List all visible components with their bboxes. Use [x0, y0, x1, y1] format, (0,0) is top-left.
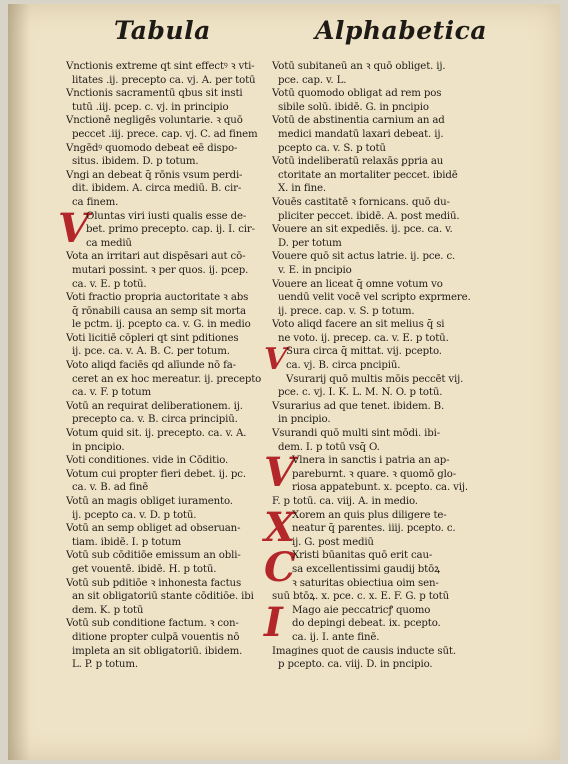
entry-line: Votū subitaneū an ꝛ quō obliget. ij.: [272, 61, 446, 72]
page-heading-right: Alphabetica: [315, 16, 488, 45]
entry-line: pliciter peccet. ibidē. A. post mediū.: [278, 210, 460, 222]
entry-line: ij. pce. ca. v. A. B. C. per totum.: [72, 346, 230, 358]
entry-line: situs. ibidem. D. p totum.: [72, 156, 199, 168]
entry-line: Vnctionis extreme qt sint effectꝰ ꝛ vti-: [66, 61, 255, 72]
index-entry: [272, 250, 508, 277]
entry-line: Vngi an debeat q̄ rōnis vsum perdi-: [66, 169, 243, 181]
entry-line: Votū an requirat deliberationem. ij.: [66, 400, 243, 412]
index-entry: [66, 60, 302, 87]
entry-line: Vsurarius ad que tenet. ibidem. B.: [272, 400, 445, 412]
page-heading-left: Tabula: [114, 16, 211, 45]
entry-line: le pctm. ij. pcepto ca. v. G. in medio: [72, 319, 251, 331]
index-entry: [58, 204, 302, 252]
entry-line: Votum quid sit. ij. precepto. ca. v. A.: [66, 428, 247, 440]
entry-line: Votū an magis obliget iuramento.: [66, 496, 233, 507]
entry-line: pareburnt. ꝛ quare. ꝛ quomō glo-: [292, 468, 457, 480]
entry-line: suū btōꝝ. x. pce. c. x. E. F. G. p totū: [272, 591, 449, 603]
entry-line: pce. c. vj. I. K. L. M. N. O. p totū.: [278, 387, 443, 399]
entry-line: Vngēdꝰ quomodo debeat eē dispo-: [66, 142, 238, 154]
book-page: [8, 4, 560, 760]
entry-line: Sura circa q̄ mittat. vij. pcepto.: [286, 346, 442, 358]
entry-line: mutari possint. ꝛ per quos. ij. pcep.: [72, 264, 249, 276]
rubricated-initial: V: [58, 204, 89, 252]
index-entry: [272, 114, 508, 155]
index-entry: [264, 598, 508, 646]
entry-line: Vouere an liceat q̄ omne votum vo: [272, 278, 443, 290]
entry-line: Votū quomodo obligat ad rem pos: [272, 88, 442, 100]
entry-line: ca mediū: [86, 237, 132, 249]
entry-line: p pcepto. ca. viij. D. in pncipio.: [278, 659, 433, 671]
entry-line: F. p totū. ca. viij. A. in medio.: [272, 496, 418, 507]
entry-line: Votū indeliberatū relaxās ꝑpria au: [272, 156, 444, 168]
entry-line: dit. ibidem. A. circa mediū. B. cir-: [72, 183, 242, 195]
index-entry: [264, 544, 508, 603]
index-entry: [264, 503, 508, 551]
entry-line: ca. v. B. ad finē: [72, 482, 149, 494]
entry-line: Vouēs castitatē ꝛ fornicans. quō du-: [272, 196, 450, 208]
entry-line: Vnctionis sacramentū qbus sit insti: [66, 88, 243, 100]
rubricated-initial: V: [264, 449, 295, 497]
entry-line: litates .ij. precepto ca. vj. A. per totū: [72, 74, 256, 86]
index-entry: [272, 155, 508, 196]
entry-line: precepto ca. v. B. circa principiū.: [72, 414, 238, 426]
entry-line: in pncipio.: [72, 441, 125, 453]
entry-line: neatur q̄ parentes. iiij. pcepto. c.: [292, 523, 456, 535]
entry-line: Voto aliqd faciēs qd alīunde nō fa-: [66, 360, 236, 372]
entry-line: ceret an ex hoc mereatur. ij. precepto: [72, 373, 262, 385]
entry-line: Mago aie peccatricꝭ quomo: [292, 604, 431, 616]
right-column: [264, 60, 508, 672]
entry-line: Xorem an quis plus diligere te-: [292, 509, 447, 521]
entry-line: Vsurandi quō multi sint mōdi. ibi-: [272, 428, 441, 440]
entry-line: in pncipio.: [278, 414, 331, 426]
index-entry: [272, 318, 508, 345]
entry-line: Votū an semp obliget ad obseruan-: [66, 523, 241, 535]
index-entry: [66, 250, 302, 291]
index-entry: [66, 142, 302, 169]
entry-line: pcepto ca. v. S. p totū: [278, 142, 386, 154]
index-entry: [272, 373, 508, 400]
entry-line: ca. ij. I. ante finē.: [292, 631, 380, 643]
entry-line: get vouentē. ibidē. H. p totū.: [72, 563, 217, 575]
entry-line: v. E. in pncipio: [278, 264, 352, 276]
entry-line: Vouere quō sit actus latrie. ij. pce. c.: [272, 251, 456, 263]
entry-line: Vlnera in sanctis i patria an ap-: [292, 455, 450, 467]
index-entry: [272, 278, 508, 319]
entry-line: Votū sub conditione factum. ꝛ con-: [66, 618, 239, 630]
entry-line: sibile solū. ibidē. G. in pncipio: [278, 101, 429, 113]
index-entry: [272, 400, 508, 427]
entry-line: ca finem.: [72, 196, 119, 208]
rubricated-initial: X: [264, 503, 295, 551]
index-entry: [264, 449, 508, 508]
index-entry: [66, 169, 302, 210]
entry-line: Imagines quot de causis inducte sūt.: [272, 645, 456, 657]
entry-line: ca. v. F. p totum: [72, 387, 151, 399]
entry-line: Oluntas viri iusti qualis esse de-: [86, 210, 247, 222]
entry-line: bet. primo precepto. cap. ij. I. cir-: [86, 224, 255, 236]
index-entry: [272, 196, 508, 223]
rubricated-initial: C: [264, 544, 296, 592]
index-entry: [264, 342, 508, 378]
index-entry: [272, 645, 508, 672]
index-entry: [272, 87, 508, 114]
entry-line: Vnctionē negligēs voluntarie. ꝛ quō: [66, 115, 243, 127]
entry-line: ij. pcepto ca. v. D. p totū.: [72, 509, 197, 521]
entry-line: Votum cui propter fieri debet. ij. pc.: [66, 468, 246, 480]
entry-line: tiam. ibidē. I. p totum: [72, 536, 181, 548]
entry-line: ne voto. ij. precep. ca. v. E. p totū.: [278, 332, 449, 344]
index-entry: [66, 291, 302, 332]
entry-line: Votū de abstinentia carnium an ad: [272, 115, 445, 127]
index-entry: [272, 60, 508, 87]
index-entry: [66, 400, 302, 427]
entry-line: impleta an sit obligatoriū. ibidem.: [72, 645, 243, 657]
entry-line: Vouere an sit expediēs. ij. pce. ca. v.: [272, 224, 453, 236]
entry-line: tutū .iij. pcep. c. vj. in principio: [72, 101, 229, 113]
rubricated-initial: I: [264, 598, 283, 646]
entry-line: Voto aliqd facere an sit melius q̄ si: [272, 319, 445, 331]
entry-line: riosa appatebunt. x. pcepto. ca. vij.: [292, 482, 468, 494]
entry-line: peccet .iij. prece. cap. vj. C. ad finem: [72, 128, 258, 140]
entry-line: Votū sub pditiōe ꝛ inhonesta factus: [66, 577, 242, 589]
rubricated-initial: V: [264, 342, 288, 378]
entry-line: L. P. p totum.: [72, 659, 138, 671]
entry-line: dem. K. p totū: [72, 604, 144, 616]
entry-line: ditione propter culpā vouentis nō: [72, 631, 240, 643]
index-entry: [66, 87, 302, 114]
entry-line: D. per totum: [278, 237, 342, 249]
entry-line: ca. vj. B. circa pncipiū.: [286, 360, 401, 372]
entry-line: Voti fractio propria auctoritate ꝛ abs: [66, 292, 249, 304]
entry-line: an sit obligatoriū stante cōditiōe. ibi: [72, 591, 254, 603]
entry-line: do depingi debeat. ix. pcepto.: [292, 618, 441, 630]
entry-line: Vsurarij quō multis mōis peccēt vij.: [286, 373, 464, 385]
entry-line: Votū sub cōditiōe emissum an obli-: [66, 550, 241, 562]
index-entry: [272, 223, 508, 250]
entry-line: ij. G. post mediū: [292, 536, 374, 548]
entry-line: medici mandatū laxari debeat. ij.: [278, 128, 444, 140]
index-entry: [272, 427, 508, 454]
entry-line: ij. prece. cap. v. S. p totum.: [278, 305, 415, 317]
entry-line: dem. I. p totū vsq̄ O.: [278, 441, 380, 453]
entry-line: X. in fine.: [278, 183, 326, 195]
entry-line: pce. cap. v. L.: [278, 74, 347, 86]
entry-line: Voti conditiones. vide in Cōditio.: [66, 455, 229, 467]
entry-line: ca. v. E. p totū.: [72, 278, 147, 290]
entry-line: Vota an irritari aut dispēsari aut cō-: [66, 251, 246, 263]
entry-line: uendū velit vocē vel scripto exprmere.: [278, 292, 471, 304]
entry-line: sa excellentissimi gaudij btōꝝ: [292, 563, 440, 575]
index-entry: [66, 114, 302, 141]
entry-line: ꝛ saturitas obiectiua oim sen-: [292, 577, 439, 589]
entry-line: ctoritate an mortaliter peccet. ibidē: [278, 169, 458, 181]
entry-line: Xristi būanitas quō erit cau-: [292, 550, 433, 562]
entry-line: Voti licitiē cōpleri qt sint pditiones: [66, 332, 239, 344]
entry-line: q̄ rōnabili causa an semp sit morta: [72, 305, 246, 317]
